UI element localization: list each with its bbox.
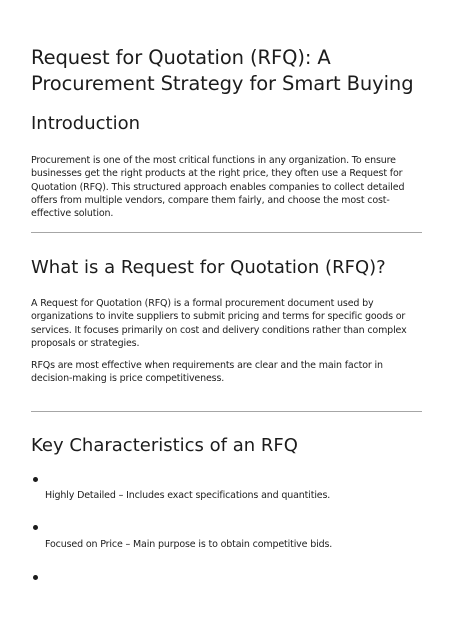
introduction-paragraph: Procurement is one of the most critical functions in any organization. To ensure businesses get the right products at the right price, they often use a Request for Quotation (RFQ). This structured approach enables companies to collect detailed offers from multiple vendors, compare them fairly, and choose the most cost-effective solution. bbox=[31, 155, 405, 220]
document-title: Request for Quotation (RFQ): A Procurement Strategy for Smart Buying bbox=[31, 46, 414, 95]
what-is-rfq-paragraph: A Request for Quotation (RFQ) is a formal procurement document used by organizations to invite suppliers to submit pricing and terms for specific goods or services. It focuses primarily on cost and delivery conditions rather than complex proposals or strategies. bbox=[31, 298, 407, 349]
rfq-effectiveness-paragraph: RFQs are most effective when requirements are clear and the main factor in decision-making is price competitiveness. bbox=[31, 360, 383, 385]
list-item: Highly Detailed – Includes exact specifications and quantities. bbox=[45, 490, 331, 501]
bullet-icon bbox=[33, 477, 38, 482]
section-divider bbox=[31, 232, 422, 233]
list-item: Focused on Price – Main purpose is to obtain competitive bids. bbox=[45, 539, 333, 550]
bullet-icon bbox=[33, 525, 38, 530]
introduction-heading: Introduction bbox=[31, 113, 141, 134]
bullet-icon bbox=[33, 575, 38, 580]
key-characteristics-heading: Key Characteristics of an RFQ bbox=[31, 435, 298, 456]
what-is-rfq-heading: What is a Request for Quotation (RFQ)? bbox=[31, 257, 386, 278]
section-divider bbox=[31, 411, 422, 412]
